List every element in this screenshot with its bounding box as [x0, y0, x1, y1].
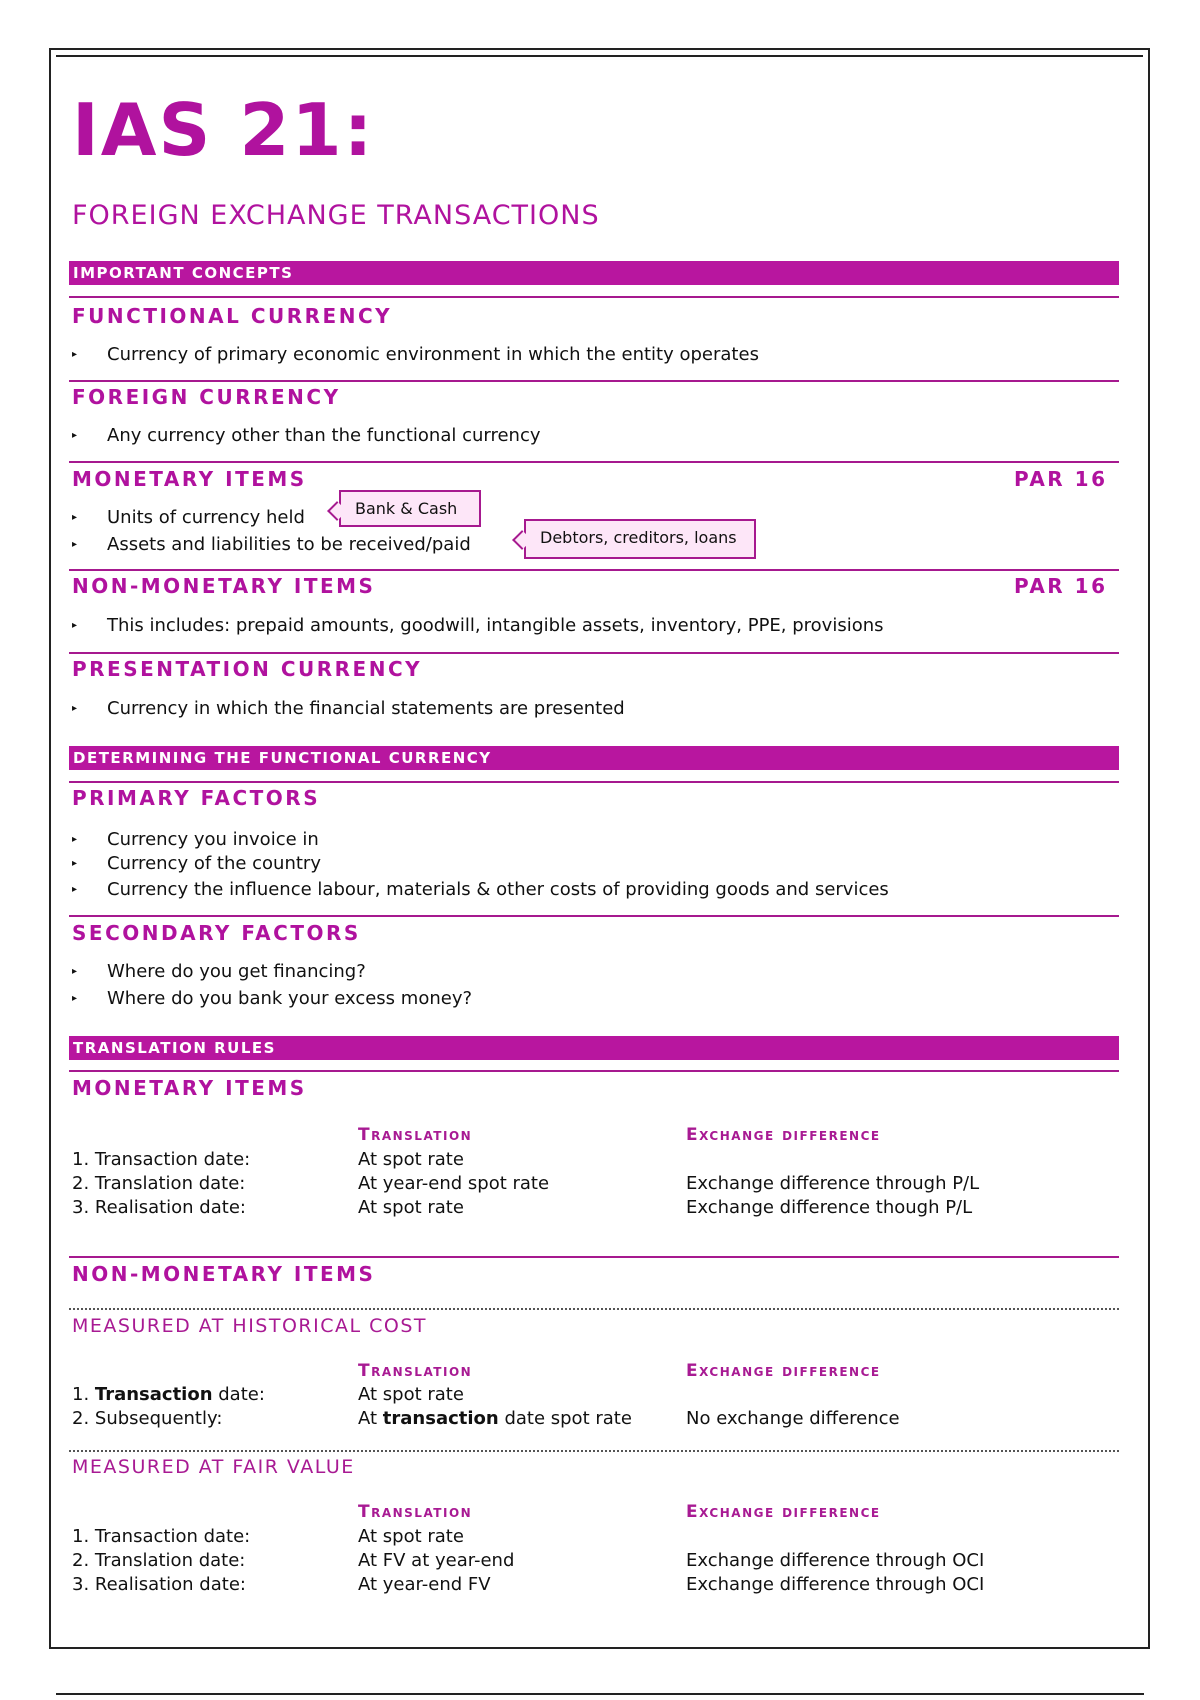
bottom-rule [56, 1693, 1144, 1695]
heading-monetary-items: MONETARY ITEMS [72, 467, 307, 491]
heading-functional-currency: FUNCTIONAL CURRENCY [72, 304, 393, 328]
row-exchange: No exchange difference [686, 1408, 900, 1429]
column-header-exchange: Exchange difference [686, 1361, 881, 1381]
divider [69, 380, 1119, 382]
row-translation: At transaction date spot rate [358, 1408, 632, 1429]
subheading-historical-cost: MEASURED AT HISTORICAL COST [72, 1315, 428, 1337]
column-header-translation: Translation [358, 1502, 473, 1522]
row-exchange: Exchange difference through OCI [686, 1550, 985, 1571]
row-label: 1. Transaction date: [72, 1526, 251, 1547]
row-label: 1. Transaction date: [72, 1149, 251, 1170]
divider [69, 1070, 1119, 1072]
row-translation: At year-end spot rate [358, 1173, 550, 1194]
heading-foreign-currency: FOREIGN CURRENCY [72, 385, 341, 409]
divider [69, 569, 1119, 571]
heading-secondary-factors: SECONDARY FACTORS [72, 921, 361, 945]
heading-non-monetary-items: NON-MONETARY ITEMS [72, 574, 376, 598]
heading-monetary-rules: MONETARY ITEMS [72, 1076, 307, 1100]
column-header-translation: Translation [358, 1125, 473, 1145]
dotted-divider [69, 1308, 1119, 1310]
row-exchange: Exchange difference though P/L [686, 1197, 973, 1218]
row-label: 2. Translation date: [72, 1550, 246, 1571]
row-translation: At spot rate [358, 1149, 464, 1170]
row-translation: At FV at year-end [358, 1550, 515, 1571]
column-header-exchange: Exchange difference [686, 1502, 881, 1522]
row-translation: At spot rate [358, 1526, 464, 1547]
divider [69, 461, 1119, 463]
dotted-divider [69, 1450, 1119, 1452]
row-exchange: Exchange difference through OCI [686, 1574, 985, 1595]
row-translation: At year-end FV [358, 1574, 491, 1595]
divider [69, 652, 1119, 654]
par-reference: PAR 16 [1014, 467, 1108, 491]
row-exchange: Exchange difference through P/L [686, 1173, 980, 1194]
heading-non-monetary-rules: NON-MONETARY ITEMS [72, 1262, 376, 1286]
subheading-fair-value: MEASURED AT FAIR VALUE [72, 1456, 355, 1478]
row-translation: At spot rate [358, 1197, 464, 1218]
band-translation-rules: TRANSLATION RULES [69, 1036, 1119, 1060]
page-title: IAS 21: [72, 88, 375, 172]
divider [69, 1256, 1119, 1258]
heading-primary-factors: PRIMARY FACTORS [72, 786, 321, 810]
row-label: 2. Translation date: [72, 1173, 246, 1194]
divider [69, 915, 1119, 917]
band-determining: DETERMINING THE FUNCTIONAL CURRENCY [69, 746, 1119, 770]
row-label: 1. Transaction date: [72, 1384, 265, 1405]
column-header-translation: Translation [358, 1361, 473, 1381]
row-label: 3. Realisation date: [72, 1197, 246, 1218]
divider [69, 781, 1119, 783]
heading-presentation-currency: PRESENTATION CURRENCY [72, 657, 423, 681]
row-translation: At spot rate [358, 1384, 464, 1405]
divider [69, 296, 1119, 298]
band-important-concepts: IMPORTANT CONCEPTS [69, 261, 1119, 285]
top-double-rule [56, 55, 1143, 57]
callout-debtors: Debtors, creditors, loans [524, 519, 756, 559]
row-label: 3. Realisation date: [72, 1574, 246, 1595]
par-reference: PAR 16 [1014, 574, 1108, 598]
column-header-exchange: Exchange difference [686, 1125, 881, 1145]
page-subtitle: FOREIGN EXCHANGE TRANSACTIONS [72, 200, 600, 231]
row-label: 2. Subsequently: [72, 1408, 223, 1429]
callout-bank-cash: Bank & Cash [339, 490, 481, 527]
